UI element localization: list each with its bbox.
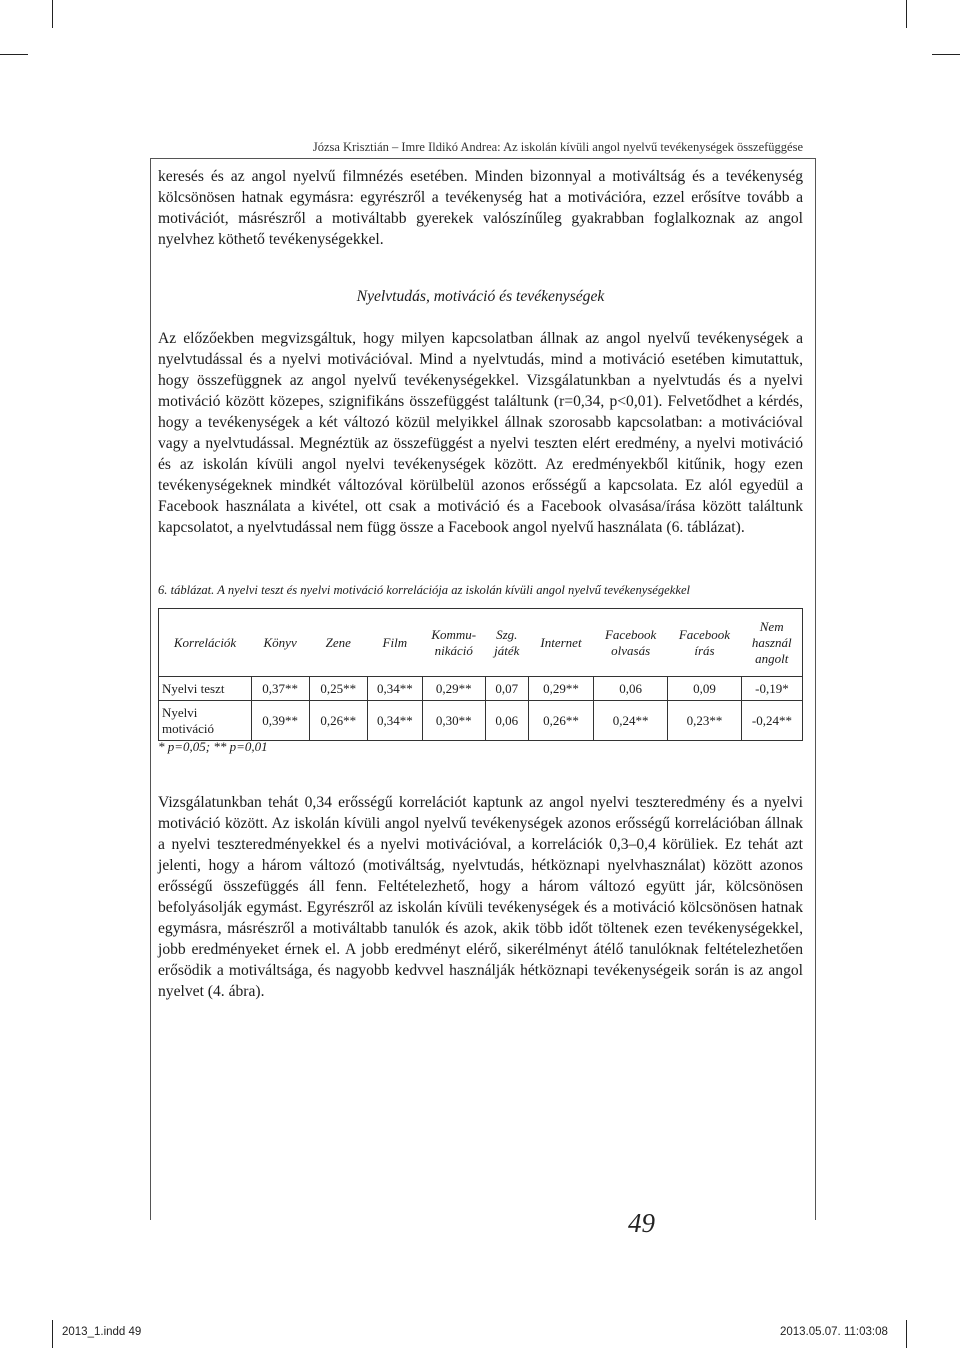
page-number: 49 — [628, 1208, 655, 1238]
table-row — [159, 701, 803, 741]
table-header-cell: Nem használ angolt — [741, 609, 802, 677]
table-header-cell: Facebook olvasás — [594, 609, 668, 677]
table-cell: 0,26** — [309, 701, 367, 741]
table-cell: 0,24** — [594, 701, 668, 741]
table-cell: 0,06 — [485, 701, 528, 741]
table-row-label: Nyelvi teszt — [159, 677, 252, 701]
table-cell: 0,25** — [309, 677, 367, 701]
crop-mark — [906, 0, 907, 28]
slug-timestamp: 2013.05.07. 11:03:08 — [780, 1326, 888, 1338]
crop-mark — [932, 54, 960, 55]
table-cell: 0,34** — [367, 701, 422, 741]
table-cell: 0,30** — [422, 701, 485, 741]
correlation-table — [158, 608, 803, 741]
paragraph-conclusion: Vizsgálatunkban tehát 0,34 erősségű korrelációt kaptunk az angol nyelvi teszteredmény és a nyelvi motiváció között. Az iskolán kívüli angol nyelvű tevékenységek azonos erősségű korrelációban állnak a nyelvi teszteredményekkel és a nyelvi motivációval, a korrelációk 0,3–0,4 körüliek. Ez tehát azt jelenti, hogy a három változó (motiváltság, nyelvtudás, hétköznapi nyelvhasználat) között azonos erősségű összefüggés áll fenn. Feltételezhető, hogy a három változó együtt jár, kölcsönösen befolyásolják egymást. Egyrészről az iskolán kívüli tevékenységek és a motiváció kölcsönösen hatnak egymásra, másrészről a motiváltabb tanulók és azok, akik több időt töltenek ezen tevékenységekkel, jobb eredményeket érnek el. A jobb eredményt elérő, sikerélményt átélő tanulóknak feltételezhetően erősödik a motiváltsága, és nagyobb kedvvel használják hétköznapi tevékenységeik során is az angol nyelvet (4. ábra). — [158, 794, 803, 1000]
paragraph-body: Az előzőekben megvizsgáltuk, hogy milyen kapcsolatban állnak az angol nyelvű tevékenységek a nyelvtudással és a nyelvi motivációval. Mind a nyelvtudás, mind a motiváció esetében kimutattuk, hogy összefüggnek az angol nyelvű tevékenységekkel. Vizsgálatunkban a nyelvtudás és a nyelvi motiváció között közepes, szignifikáns összefüggést találtunk (r=0,34, p<0,01). Felvetődhet a kérdés, hogy a tevékenységek a két változó közül melyikkel állnak szorosabb kapcsolatban: a motivációval vagy a nyelvtudással. Megnéztük az összefüggést a nyelvi teszten elért eredmény, a nyelvi motiváció és az iskolán kívüli angol nyelvi tevékenységek között. Az eredményekből kitűnik, hogy ezen tevékenységeknek mindkét változóval körülbelül azonos erősségű a kapcsolata. Ez alól egyedül a Facebook használata a kivétel, ott csak a motiváció és a Facebook olvasása/írása között találtunk kapcsolatot, a nyelvtudással nem függ össze a Facebook angol nyelvű használata (6. táblázat). — [158, 330, 803, 536]
section-title: Nyelvtudás, motiváció és tevékenységek — [356, 288, 605, 305]
table-row-label: Nyelvi motiváció — [159, 701, 252, 741]
table-header-cell: Korrelációk — [159, 609, 252, 677]
table-cell: 0,26** — [528, 701, 593, 741]
table-cell: 0,09 — [668, 677, 742, 701]
table-header-cell: Kommu-nikáció — [422, 609, 485, 677]
paragraph-intro: keresés és az angol nyelvű filmnézés esetében. Minden bizonnyal a motiváltság és a tevékenység kölcsönösen hatnak egymásra: egyrészről a tevékenység hat a motivációra, ezzel erősítve tovább a motivációt, másrészről a motiváltabb gyerekek valószínűleg gyakrabban foglalkoznak az angol nyelvhez köthető tevékenységekkel. — [158, 168, 803, 248]
table-cell: 0,29** — [528, 677, 593, 701]
table-row — [159, 677, 803, 701]
table-cell: 0,06 — [594, 677, 668, 701]
table-cell: -0,24** — [741, 701, 802, 741]
crop-mark — [52, 1320, 53, 1348]
table-cell: 0,34** — [367, 677, 422, 701]
crop-mark — [52, 0, 53, 28]
table-cell: 0,29** — [422, 677, 485, 701]
crop-mark — [906, 1320, 907, 1348]
table-header-cell: Internet — [528, 609, 593, 677]
table-header-row — [159, 609, 803, 677]
crop-mark — [0, 54, 28, 55]
slug-file: 2013_1.indd 49 — [62, 1326, 142, 1338]
table-cell: 0,37** — [251, 677, 309, 701]
table-header-cell: Film — [367, 609, 422, 677]
page-frame-left — [150, 158, 151, 1220]
table-cell: 0,39** — [251, 701, 309, 741]
table-header-cell: Facebook írás — [668, 609, 742, 677]
table-cell: 0,23** — [668, 701, 742, 741]
running-head: Józsa Krisztián – Imre Ildikó Andrea: Az iskolán kívüli angol nyelvű tevékenységek összefüggése — [312, 140, 803, 154]
table-header-cell: Szg. játék — [485, 609, 528, 677]
page-frame-right — [815, 158, 816, 1220]
header-rule — [150, 158, 816, 159]
table-caption: 6. táblázat. A nyelvi teszt és nyelvi motiváció korrelációja az iskolán kívüli angol nyelvű tevékenységekkel — [158, 583, 691, 597]
table-footnote: * p=0,05; ** p=0,01 — [158, 739, 268, 754]
table-header-cell: Zene — [309, 609, 367, 677]
table-header-cell: Könyv — [251, 609, 309, 677]
table-cell: -0,19* — [741, 677, 802, 701]
table-cell: 0,07 — [485, 677, 528, 701]
